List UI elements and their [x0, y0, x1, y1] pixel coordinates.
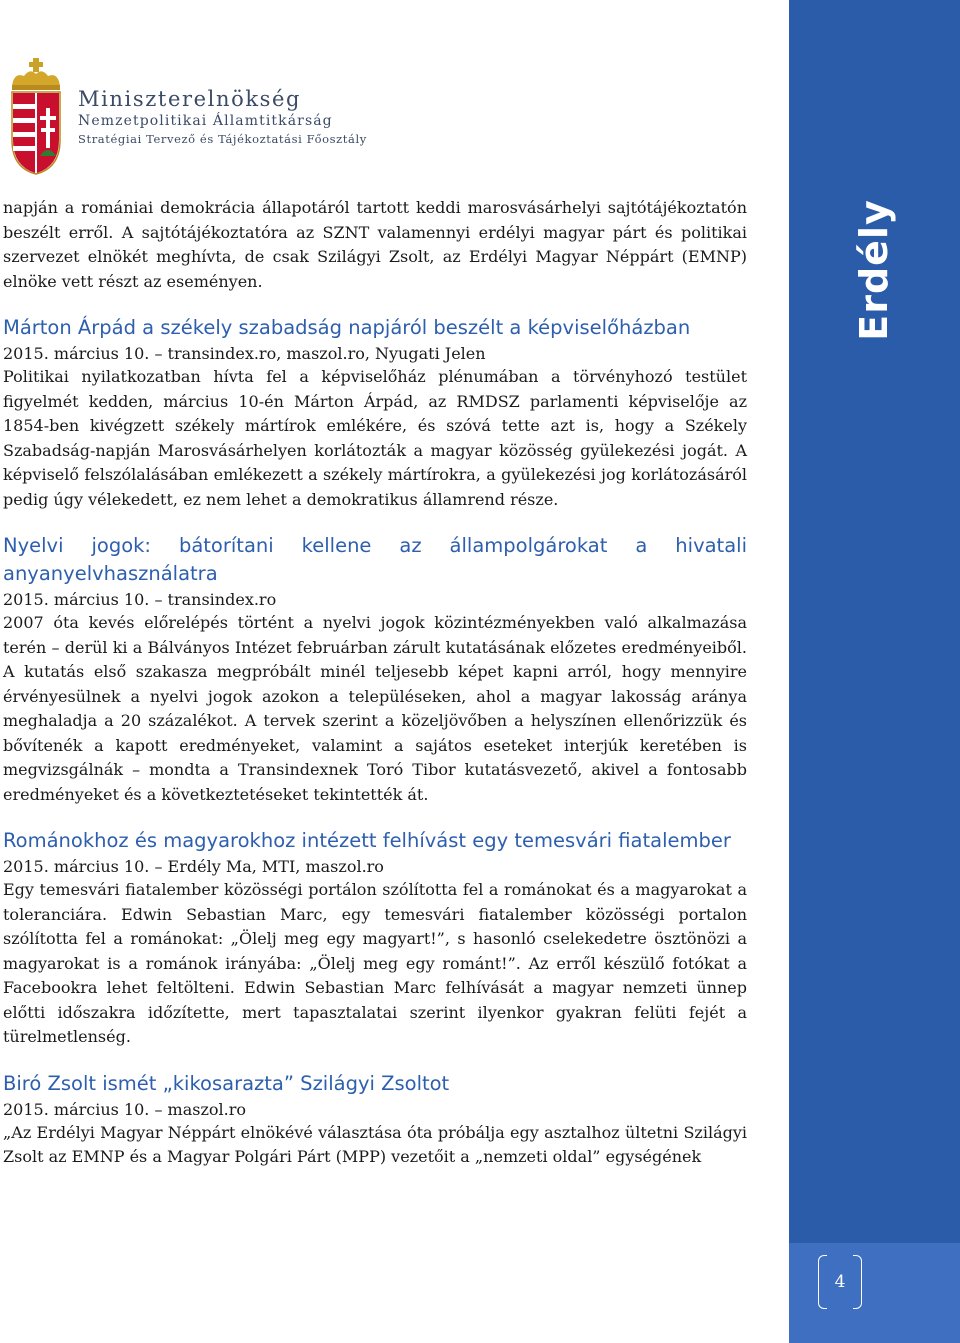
article-meta: 2015. március 10. – transindex.ro — [3, 590, 277, 609]
article-body: Egy temesvári fiatalember közösségi portálon szólította fel a románokat és a magyarokat a toleranciára. Edwin Sebastian Marc, egy temesvári fiatalember közösségi portalon szólította fel a románokat: „Ölelj meg egy magyart!”, s hasonló cselekedetre ösztönözi a magyarokat is a románok irányába: „Ölelj meg egy románt!”. Az erről készülő fotókat a Facebookra lehet feltölteni. Edwin Sebastian Marc felhívását a magyar nemzeti ünnep előtti időszakra időzítette, mert tapasztalatai szerint ilyenkor gyakran felüti fejét a türelmetlenség. — [3, 880, 747, 1046]
article-title[interactable]: Románokhoz és magyarokhoz intézett felhívást egy temesvári fiatalember — [3, 829, 731, 852]
article-meta: 2015. március 10. – Erdély Ma, MTI, maszol.ro — [3, 857, 384, 876]
section-label: Erdély — [852, 199, 896, 341]
page-number-box — [818, 1255, 862, 1309]
page-number: 4 — [834, 1272, 846, 1292]
left-bracket-icon — [818, 1255, 827, 1309]
article-title[interactable]: Nyelvi jogok: bátorítani kellene az állampolgárokat a hivatali anyanyelvhasználatra — [3, 534, 747, 585]
article-body: „Az Erdélyi Magyar Néppárt elnökévé választása óta próbálja egy asztalhoz ültetni Szilágyi Zsolt az EMNP és a Magyar Polgári Párt (MPP) vezetőit a „nemzeti oldal” egységének — [3, 1122, 747, 1166]
org-name: Miniszterelnökség — [78, 87, 302, 111]
intro-paragraph: napján a romániai demokrácia állapotáról tartott keddi marosvásárhelyi sajtótájékoztatón beszélt erről. A sajtótájékoztatóra az SZNT valamennyi erdélyi magyar párt és politikai szervezet elnökét meghívta, de csak Szilágyi Zsolt, az Erdélyi Magyar Néppárt (EMNP) elnöke vett részt az eseményen. — [3, 198, 747, 291]
article-meta: 2015. március 10. – transindex.ro, maszol.ro, Nyugati Jelen — [3, 344, 486, 363]
article-body: 2007 óta kevés előrelépés történt a nyelvi jogok közintézményekben való alkalmazása terén – derül ki a Bálványos Intézet februárban zárult kutatásának előzetes eredményeiből. A kutatás első szakasza megpróbált minél teljesebb képet kapni arról, hogy mennyire érvényesülnek a nyelvi jogok azokon a településeken, ahol a magyar lakosság aránya meghaladja a 20 százalékot. A tervek szerint a közeljövőben a helyszínen ellenőrizzük és bővítenék a kapott eredményeket, valamint a sajátos eseteket interjúk keretében is megvizsgálnák – mondta a Transindexnek Toró Tibor kutatásvezető, akivel a fontosabb eredményeket és a következtetéseket tekintették át. — [3, 613, 747, 804]
article-title[interactable]: Biró Zsolt ismét „kikosarazta” Szilágyi Zsoltot — [3, 1071, 450, 1095]
sidebar-footer-band — [789, 1243, 960, 1343]
article-body: Politikai nyilatkozatban hívta fel a képviselőház plénumában a törvényhozó testület figyelmét kedden, március 10-én Márton Árpád, az RMDSZ parlamenti képviselője az 1854-ben kivégzett székely mártírok emlékére, és szóvá tette azt is, hogy a Székely Szabadság-napján Marosvásárhelyen korlátozták a magyar közösség gyülekezési jogát. A képviselő felszólalásában emlékezett a székely mártírokra, a gyülekezési jog korlátozásáról pedig úgy vélekedett, ez nem lehet a demokratikus államrend része. — [3, 367, 747, 509]
hungarian-coat-of-arms-icon — [6, 56, 66, 176]
ministry-logo — [6, 56, 406, 178]
main-content — [3, 196, 747, 1170]
right-bracket-icon — [853, 1255, 862, 1309]
org-division: Stratégiai Tervező és Tájékoztatási Főosztály — [78, 132, 367, 146]
article — [3, 314, 747, 512]
article-title[interactable]: Márton Árpád a székely szabadság napjáról beszélt a képviselőházban — [3, 316, 691, 339]
org-department: Nemzetpolitikai Államtitkárság — [78, 113, 333, 129]
article — [3, 532, 747, 807]
article — [3, 1070, 747, 1170]
article — [3, 827, 747, 1050]
article-meta: 2015. március 10. – maszol.ro — [3, 1099, 247, 1119]
